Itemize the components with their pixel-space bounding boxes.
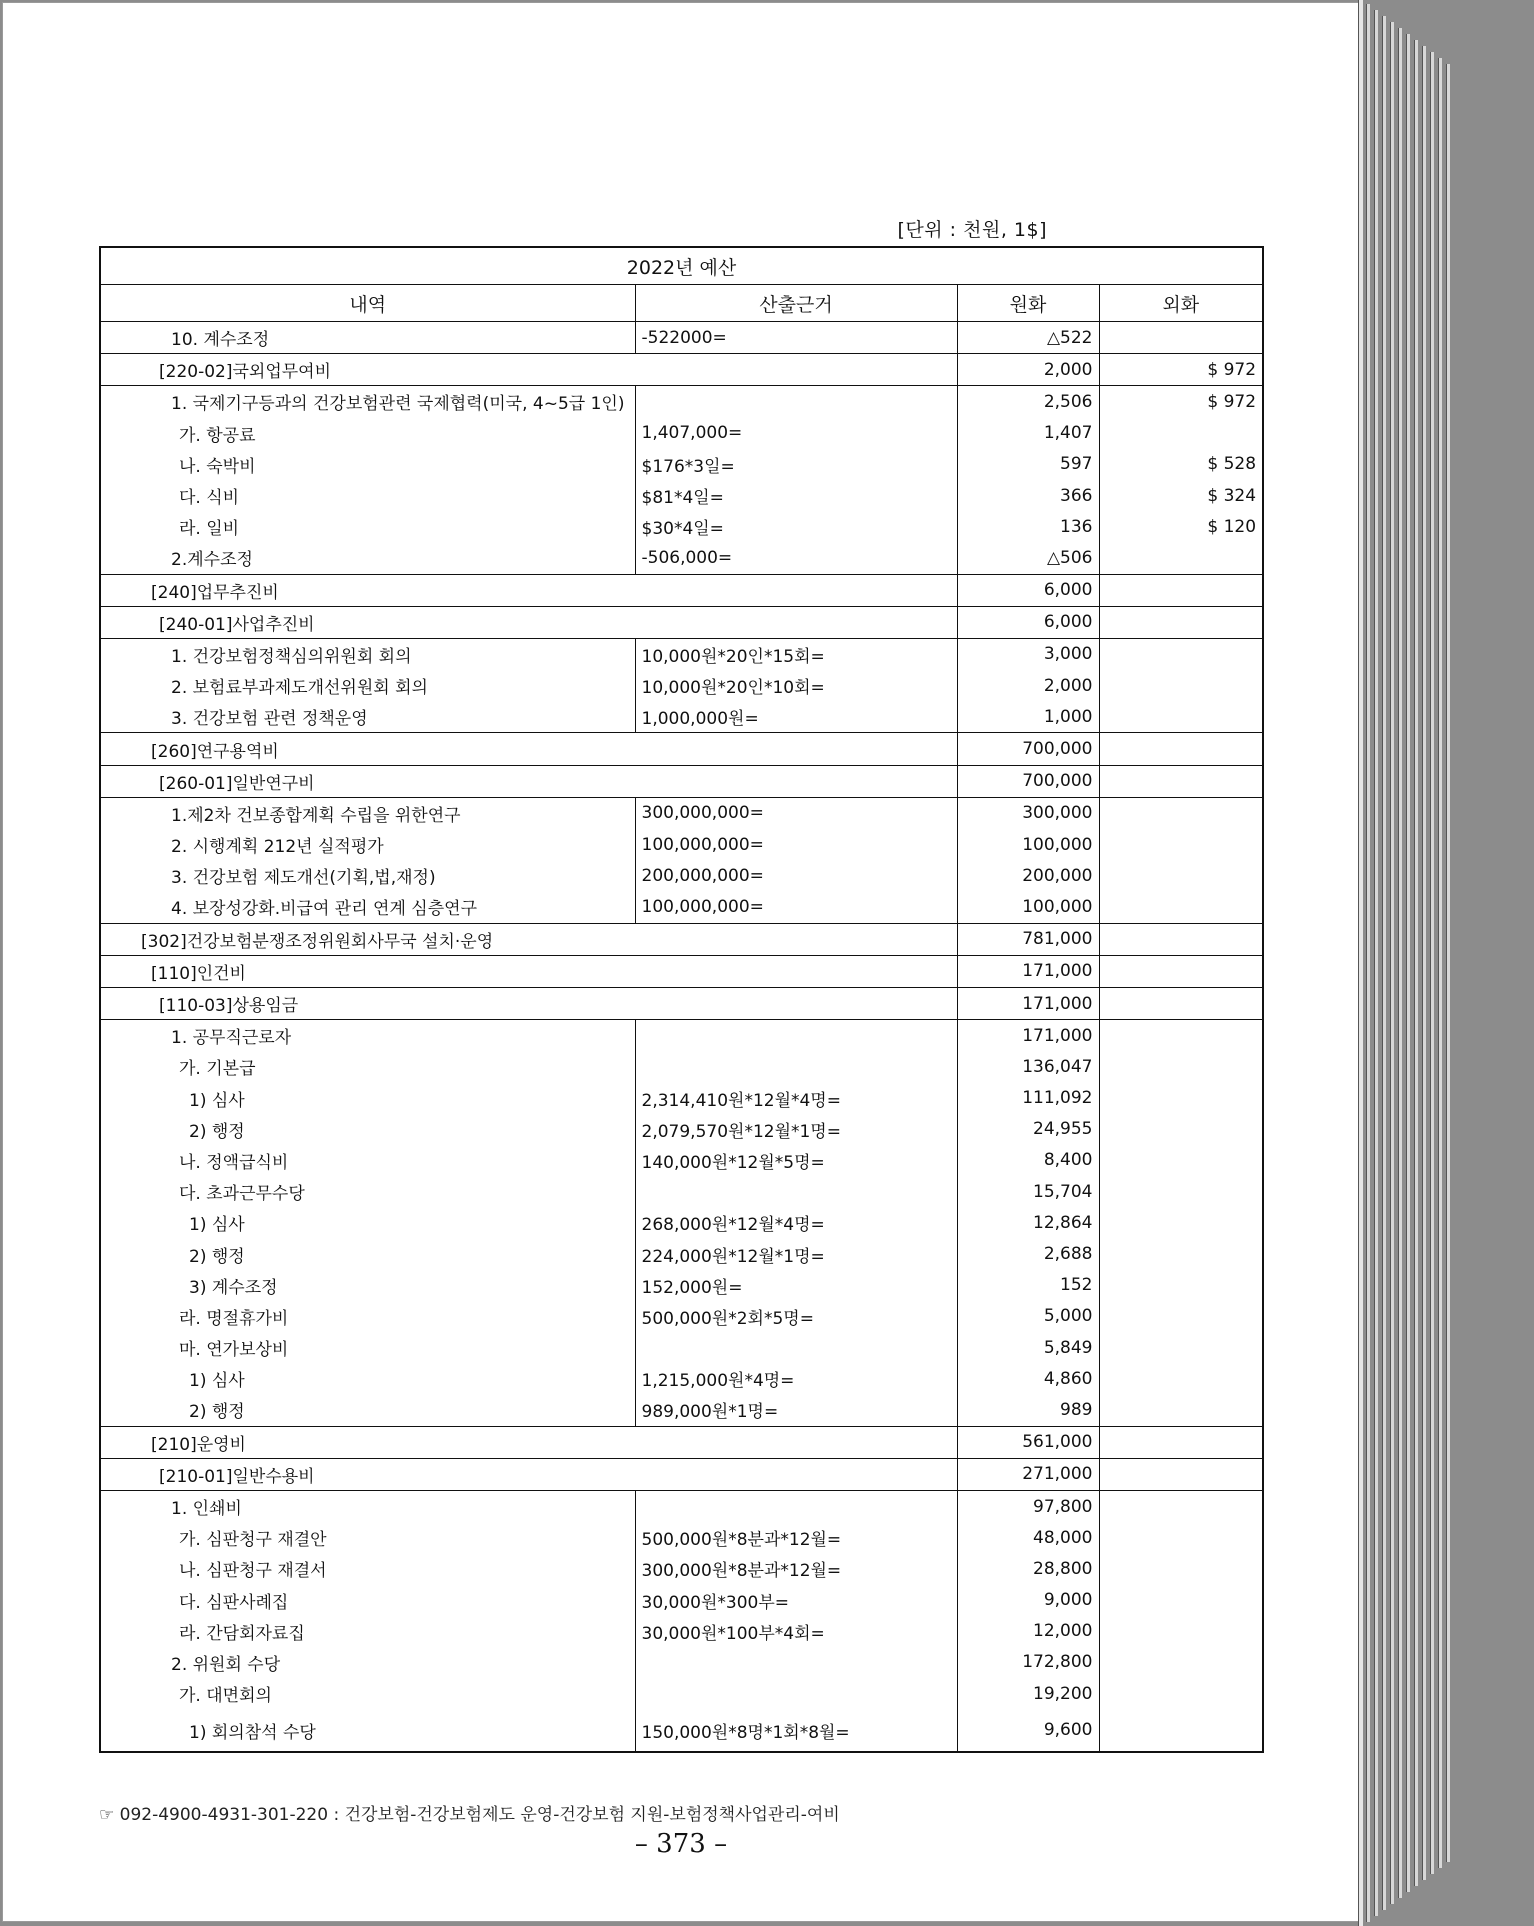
table-row [100, 1553, 1263, 1584]
row-fx [1099, 1647, 1263, 1678]
row-fx [1099, 670, 1263, 701]
table-row [100, 1114, 1263, 1145]
row-fx [1099, 1332, 1263, 1363]
row-item: 3. 건강보험 관련 정책운영 [100, 701, 635, 733]
row-fx [1099, 606, 1263, 638]
row-basis: 2,314,410원*12월*4명= [635, 1083, 957, 1114]
header-krw: 원화 [957, 285, 1099, 322]
table-row [100, 638, 1263, 670]
row-item: [260-01]일반연구비 [100, 765, 957, 797]
table-row [100, 891, 1263, 923]
row-basis: 1,000,000원= [635, 701, 957, 733]
row-krw: 15,704 [957, 1176, 1099, 1207]
table-body [100, 322, 1263, 1753]
row-basis: 10,000원*20인*10회= [635, 670, 957, 701]
table-row [100, 829, 1263, 860]
row-basis: 1,215,000원*4명= [635, 1363, 957, 1394]
row-item: 나. 정액급식비 [100, 1145, 635, 1176]
row-krw: 300,000 [957, 797, 1099, 829]
row-fx [1099, 955, 1263, 987]
row-basis: 500,000원*8분과*12월= [635, 1522, 957, 1553]
table-row [100, 1426, 1263, 1458]
document-page [2, 2, 1360, 1922]
row-krw: 48,000 [957, 1522, 1099, 1553]
table-row [100, 670, 1263, 701]
row-item: 3) 계수조정 [100, 1270, 635, 1301]
row-basis [635, 386, 957, 418]
table-row [100, 1176, 1263, 1207]
row-fx [1099, 1145, 1263, 1176]
table-title-row [100, 247, 1263, 285]
table-row [100, 1458, 1263, 1490]
row-basis: 1,407,000= [635, 418, 957, 449]
row-item: 나. 숙박비 [100, 449, 635, 480]
row-basis [635, 1490, 957, 1522]
row-fx [1099, 1270, 1263, 1301]
row-krw: 2,000 [957, 670, 1099, 701]
row-item: [110]인건비 [100, 955, 957, 987]
table-row [100, 1709, 1263, 1752]
row-item: 가. 항공료 [100, 418, 635, 449]
table-row [100, 354, 1263, 386]
row-item: 1. 공무직근로자 [100, 1020, 635, 1052]
table-row [100, 1522, 1263, 1553]
row-fx [1099, 1207, 1263, 1238]
row-fx [1099, 1363, 1263, 1394]
row-item: 1. 인쇄비 [100, 1490, 635, 1522]
table-row [100, 1083, 1263, 1114]
row-item: 라. 간담회자료집 [100, 1616, 635, 1647]
row-fx [1099, 1616, 1263, 1647]
table-row [100, 1647, 1263, 1678]
row-krw: △506 [957, 542, 1099, 574]
row-basis: 30,000원*300부= [635, 1585, 957, 1616]
row-item: 가. 심판청구 재결안 [100, 1522, 635, 1553]
row-fx [1099, 1083, 1263, 1114]
page-number: – 373 – [634, 1829, 728, 1859]
row-fx [1099, 574, 1263, 606]
table-row [100, 1490, 1263, 1522]
row-fx [1099, 1301, 1263, 1332]
row-fx [1099, 1051, 1263, 1082]
row-krw: 171,000 [957, 955, 1099, 987]
row-fx [1099, 1114, 1263, 1145]
table-row [100, 322, 1263, 354]
table-row [100, 386, 1263, 418]
row-item: 1) 회의참석 수당 [100, 1709, 635, 1752]
row-fx [1099, 418, 1263, 449]
row-item: 2. 위원회 수당 [100, 1647, 635, 1678]
row-fx [1099, 987, 1263, 1019]
row-basis: 152,000원= [635, 1270, 957, 1301]
header-item: 내역 [100, 285, 635, 322]
row-item: 가. 대면회의 [100, 1678, 635, 1709]
table-row [100, 449, 1263, 480]
row-krw: 2,506 [957, 386, 1099, 418]
row-item: 3. 건강보험 제도개선(기획,법,재정) [100, 860, 635, 891]
row-item: [220-02]국외업무여비 [100, 354, 957, 386]
row-basis: 224,000원*12월*1명= [635, 1238, 957, 1269]
row-fx: $ 972 [1099, 386, 1263, 418]
row-krw: 366 [957, 480, 1099, 511]
row-item: 1) 심사 [100, 1083, 635, 1114]
row-krw: 12,864 [957, 1207, 1099, 1238]
row-krw: 781,000 [957, 923, 1099, 955]
row-krw: 700,000 [957, 765, 1099, 797]
row-item: 2) 행정 [100, 1114, 635, 1145]
row-item: 2.계수조정 [100, 542, 635, 574]
table-row [100, 542, 1263, 574]
table-row [100, 1207, 1263, 1238]
row-item: [260]연구용역비 [100, 733, 957, 765]
table-row [100, 1145, 1263, 1176]
row-fx [1099, 1238, 1263, 1269]
row-item: 10. 계수조정 [100, 322, 635, 354]
row-fx [1099, 701, 1263, 733]
row-item: [110-03]상용임금 [100, 987, 957, 1019]
row-fx [1099, 1678, 1263, 1709]
row-krw: 19,200 [957, 1678, 1099, 1709]
table-row [100, 923, 1263, 955]
row-basis: 2,079,570원*12월*1명= [635, 1114, 957, 1145]
row-krw: 24,955 [957, 1114, 1099, 1145]
row-basis [635, 1678, 957, 1709]
budget-table [99, 246, 1264, 1753]
row-krw: 152 [957, 1270, 1099, 1301]
row-krw: 5,849 [957, 1332, 1099, 1363]
row-basis [635, 1332, 957, 1363]
table-row [100, 480, 1263, 511]
table-row [100, 797, 1263, 829]
row-item: 1. 국제기구등과의 건강보험관련 국제협력(미국, 4~5급 1인) [100, 386, 635, 418]
page-stack-edges [1358, 0, 1534, 1926]
table-row [100, 1051, 1263, 1082]
row-krw: 597 [957, 449, 1099, 480]
row-item: 1. 건강보험정책심의위원회 회의 [100, 638, 635, 670]
row-krw: 4,860 [957, 1363, 1099, 1394]
row-krw: 136,047 [957, 1051, 1099, 1082]
row-item: 2) 행정 [100, 1238, 635, 1269]
table-row [100, 1585, 1263, 1616]
row-krw: 100,000 [957, 829, 1099, 860]
row-krw: 9,000 [957, 1585, 1099, 1616]
row-basis: 268,000원*12월*4명= [635, 1207, 957, 1238]
table-row [100, 955, 1263, 987]
row-fx [1099, 1020, 1263, 1052]
header-fx: 외화 [1099, 285, 1263, 322]
row-item: 다. 식비 [100, 480, 635, 511]
row-fx: $ 120 [1099, 511, 1263, 542]
row-item: 2) 행정 [100, 1394, 635, 1426]
row-fx: $ 324 [1099, 480, 1263, 511]
row-item: [302]건강보험분쟁조정위원회사무국 설치·운영 [100, 923, 957, 955]
row-krw: 172,800 [957, 1647, 1099, 1678]
row-fx [1099, 860, 1263, 891]
row-basis [635, 1051, 957, 1082]
row-basis: 300,000,000= [635, 797, 957, 829]
table-row [100, 1020, 1263, 1052]
header-basis: 산출근거 [635, 285, 957, 322]
table-row [100, 1678, 1263, 1709]
row-item: 마. 연가보상비 [100, 1332, 635, 1363]
table-row [100, 1301, 1263, 1332]
row-basis [635, 1020, 957, 1052]
row-krw: 1,000 [957, 701, 1099, 733]
row-fx [1099, 1490, 1263, 1522]
row-krw: 3,000 [957, 638, 1099, 670]
row-item: 다. 심판사례집 [100, 1585, 635, 1616]
table-row [100, 987, 1263, 1019]
row-item: 라. 일비 [100, 511, 635, 542]
table-header-row [100, 285, 1263, 322]
row-krw: 97,800 [957, 1490, 1099, 1522]
row-basis: 300,000원*8분과*12월= [635, 1553, 957, 1584]
row-krw: 136 [957, 511, 1099, 542]
row-fx [1099, 1585, 1263, 1616]
row-item: [240-01]사업추진비 [100, 606, 957, 638]
row-basis: 989,000원*1명= [635, 1394, 957, 1426]
row-krw: 561,000 [957, 1426, 1099, 1458]
row-fx [1099, 1522, 1263, 1553]
row-krw: 6,000 [957, 606, 1099, 638]
row-fx [1099, 1176, 1263, 1207]
table-row [100, 765, 1263, 797]
row-fx [1099, 765, 1263, 797]
row-fx [1099, 1394, 1263, 1426]
row-krw: △522 [957, 322, 1099, 354]
row-krw: 700,000 [957, 733, 1099, 765]
row-fx [1099, 1709, 1263, 1752]
row-fx [1099, 797, 1263, 829]
account-code-note: ☞ 092-4900-4931-301-220 : 건강보험-건강보험제도 운영-건강보험 지원-보험정책사업관리-여비 [99, 1805, 840, 1825]
row-fx [1099, 733, 1263, 765]
table-row [100, 511, 1263, 542]
row-krw: 2,000 [957, 354, 1099, 386]
row-basis: 30,000원*100부*4회= [635, 1616, 957, 1647]
row-fx [1099, 1553, 1263, 1584]
row-item: 1.제2차 건보종합계획 수립을 위한연구 [100, 797, 635, 829]
row-item: 다. 초과근무수당 [100, 1176, 635, 1207]
row-krw: 200,000 [957, 860, 1099, 891]
row-krw: 100,000 [957, 891, 1099, 923]
row-basis [635, 1647, 957, 1678]
row-fx: $ 528 [1099, 449, 1263, 480]
row-krw: 28,800 [957, 1553, 1099, 1584]
row-basis: 140,000원*12월*5명= [635, 1145, 957, 1176]
row-item: [210-01]일반수용비 [100, 1458, 957, 1490]
row-krw: 1,407 [957, 418, 1099, 449]
row-basis: 150,000원*8명*1회*8월= [635, 1709, 957, 1752]
table-title: 2022년 예산 [100, 247, 1263, 285]
row-krw: 8,400 [957, 1145, 1099, 1176]
row-fx [1099, 1426, 1263, 1458]
table-row [100, 1238, 1263, 1269]
row-fx [1099, 542, 1263, 574]
row-krw: 9,600 [957, 1709, 1099, 1752]
row-krw: 111,092 [957, 1083, 1099, 1114]
row-basis: $81*4일= [635, 480, 957, 511]
row-basis: -522000= [635, 322, 957, 354]
row-item: 가. 기본급 [100, 1051, 635, 1082]
row-fx [1099, 923, 1263, 955]
table-row [100, 1616, 1263, 1647]
row-krw: 171,000 [957, 1020, 1099, 1052]
row-krw: 2,688 [957, 1238, 1099, 1269]
row-krw: 271,000 [957, 1458, 1099, 1490]
table-row [100, 574, 1263, 606]
row-basis [635, 1176, 957, 1207]
table-row [100, 1394, 1263, 1426]
row-item: 1) 심사 [100, 1207, 635, 1238]
row-krw: 989 [957, 1394, 1099, 1426]
table-row [100, 606, 1263, 638]
row-krw: 5,000 [957, 1301, 1099, 1332]
table-row [100, 860, 1263, 891]
unit-label: [단위 : 천원, 1$] [897, 219, 1047, 241]
row-item: 1) 심사 [100, 1363, 635, 1394]
row-basis: 500,000원*2회*5명= [635, 1301, 957, 1332]
row-basis: 100,000,000= [635, 891, 957, 923]
row-fx [1099, 891, 1263, 923]
row-basis: -506,000= [635, 542, 957, 574]
row-item: 라. 명절휴가비 [100, 1301, 635, 1332]
row-fx [1099, 829, 1263, 860]
table-row [100, 701, 1263, 733]
row-basis: $176*3일= [635, 449, 957, 480]
row-fx [1099, 1458, 1263, 1490]
row-item: [210]운영비 [100, 1426, 957, 1458]
row-fx [1099, 638, 1263, 670]
table-row [100, 1270, 1263, 1301]
row-krw: 171,000 [957, 987, 1099, 1019]
row-basis: 10,000원*20인*15회= [635, 638, 957, 670]
row-item: 나. 심판청구 재결서 [100, 1553, 635, 1584]
row-fx: $ 972 [1099, 354, 1263, 386]
row-basis: 200,000,000= [635, 860, 957, 891]
row-item: 2. 시행계획 212년 실적평가 [100, 829, 635, 860]
row-fx [1099, 322, 1263, 354]
row-basis: $30*4일= [635, 511, 957, 542]
row-item: 4. 보장성강화.비급여 관리 연계 심층연구 [100, 891, 635, 923]
row-krw: 6,000 [957, 574, 1099, 606]
table-row [100, 733, 1263, 765]
row-item: [240]업무추진비 [100, 574, 957, 606]
row-krw: 12,000 [957, 1616, 1099, 1647]
table-row [100, 1363, 1263, 1394]
table-row [100, 1332, 1263, 1363]
row-basis: 100,000,000= [635, 829, 957, 860]
row-item: 2. 보험료부과제도개선위원회 회의 [100, 670, 635, 701]
table-row [100, 418, 1263, 449]
